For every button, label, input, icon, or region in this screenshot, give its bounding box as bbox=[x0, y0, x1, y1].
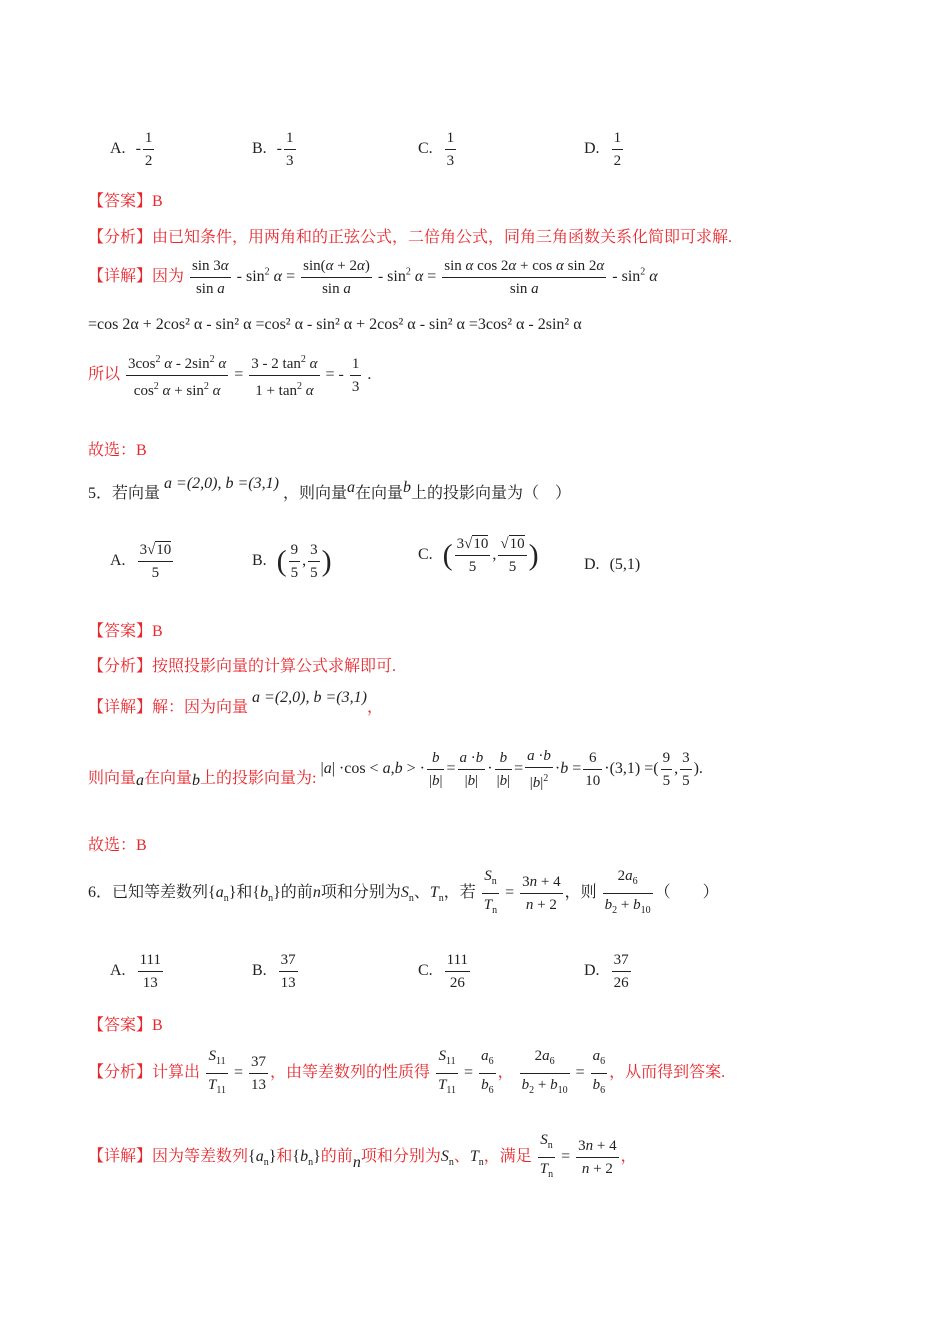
q5-answer: 【答案】B bbox=[88, 623, 163, 640]
q6-option-a: A. $\frac{111}{13}$ bbox=[110, 952, 161, 991]
q6-analysis: 【分析】计算出 $\frac{S_{11}}{T_{11}}$ = $\frac{37}{13}$ ，由等差数列的性质得 $\frac{S_{11}}{T_{11}}$ = $\frac{a_6}{b_6}$ ， $\frac{2a_6}{b_2 + b_{10}}$ = $\frac{a_6}{b_6}$ ，从而得到答案. bbox=[88, 1048, 726, 1096]
q6-option-c: C. $\frac{111}{26}$ bbox=[418, 952, 469, 991]
prev-option-c: C. $\frac{1}{3}$ bbox=[418, 130, 455, 169]
q6-detail: 【详解】因为等差数列$\{a_n\}$和$\{b_n\}$的前n项和分别为$S_n$、$T_n$，满足 $\frac{S_n}{T_n}$ = $\frac{3n + 4}{n + 2}$ ， bbox=[88, 1132, 637, 1180]
q5-option-b: B. ( $\frac{9}{5}$ , $\frac{3}{5}$ ) bbox=[252, 542, 332, 581]
q5-detail: 【详解】解：因为向量 a =(2,0), b =(3,1)， bbox=[88, 689, 383, 716]
prev-answer: 【答案】B bbox=[88, 193, 163, 210]
q5-stem: 5．若向量 a =(2,0), b =(3,1) ，则向量a在向量b上的投影向量为（ ） bbox=[88, 475, 571, 502]
prev-conclusion: 故选：B bbox=[88, 442, 147, 459]
q6-stem: 6．已知等差数列$\{a_n\}$和$\{b_n\}$的前n项和分别为$S_n$、$T_n$，若 $\frac{S_n}{T_n}$ = $\frac{3n + 4}{n + 2}$ ，则 $\frac{2a_6}{b_2 + b_{10}}$ （ ） bbox=[88, 868, 719, 916]
prev-analysis: 【分析】由已知条件，用两角和的正弦公式，二倍角公式，同角三角函数关系化简即可求解. bbox=[88, 229, 733, 246]
q5-analysis: 【分析】按照投影向量的计算公式求解即可. bbox=[88, 658, 397, 675]
prev-option-d: D. $\frac{1}{2}$ bbox=[584, 130, 622, 169]
prev-option-a: A. - $\frac{1}{2}$ bbox=[110, 130, 153, 169]
q6-option-b: B. $\frac{37}{13}$ bbox=[252, 952, 296, 991]
prev-option-b: B. - $\frac{1}{3}$ bbox=[252, 130, 294, 169]
q6-option-d: D. $\frac{37}{26}$ bbox=[584, 952, 629, 991]
q5-conclusion: 故选：B bbox=[88, 837, 147, 854]
q5-option-a: A. $\frac{3√10}{5}$ bbox=[110, 542, 172, 581]
prev-detail-line2: =cos 2α + 2cos² α - sin² α =cos² α - sin² α + 2cos² α - sin² α =3cos² α - 2sin² α bbox=[88, 316, 582, 333]
prev-detail-formula: $\frac{\sin 3\alpha}{\text{sin a}}$ - $\sin^2 \alpha$ = $\frac{\sin(\alpha + 2\alpha)}{\text{sin a}}$ - $\sin^2 \alpha$ = $\frac{\text{sin α cos 2α + cos α sin 2α}}{\text{sin a}}$ - $\sin^2 \alpha$ bbox=[192, 258, 658, 297]
q5-projection: 则向量a在向量b上的投影向量为: |a| ·cos < a,b > · $\frac{b}{|b|}$ = $\frac{a \cdot b}{|b|}$ · $\frac{b}{|b|}$ = $\frac{a \cdot b}{|b|^2}$ ·b = $\frac{6}{10}$ ·(3,1) =( $\frac{9}{5}$ , $\frac{3}{5}$ ). bbox=[88, 748, 703, 791]
q5-option-c: C. ( $\frac{3√10}{5}$ , $\frac{√10}{5}$ ) bbox=[418, 536, 539, 575]
prev-so: 所以 $\frac{3\cos^2 \alpha - 2\sin^2 \alpha}{\cos^2 \alpha + \sin^2 \alpha}$ = $\frac{3 - 2 \tan^2 \alpha}{1 + \tan^2 \alpha}$ = - $\frac{1}{3}$ . bbox=[88, 350, 890, 401]
prev-detail: 【详解】因为 $\frac{\sin 3\alpha}{\text{sin a}}$ - $\sin^2 \alpha$ = $\frac{\sin(\alpha + 2\alpha)}{\text{sin a}}$ - $\sin^2 \alpha$ = $\frac{\text{sin α cos 2α + cos α sin 2α}}{\text{sin a}}$ - $\sin^2 \alpha$ bbox=[88, 258, 658, 297]
q6-answer: 【答案】B bbox=[88, 1017, 163, 1034]
q5-option-d: D. (5,1) bbox=[584, 556, 641, 573]
q5-projection-formula: |a| ·cos < a,b > · $\frac{b}{|b|}$ = $\frac{a \cdot b}{|b|}$ · $\frac{b}{|b|}$ = $\frac{a \cdot b}{|b|^2}$ ·b = $\frac{6}{10}$ ·(3,1) =( $\frac{9}{5}$ , $\frac{3}{5}$ ). bbox=[320, 748, 703, 791]
